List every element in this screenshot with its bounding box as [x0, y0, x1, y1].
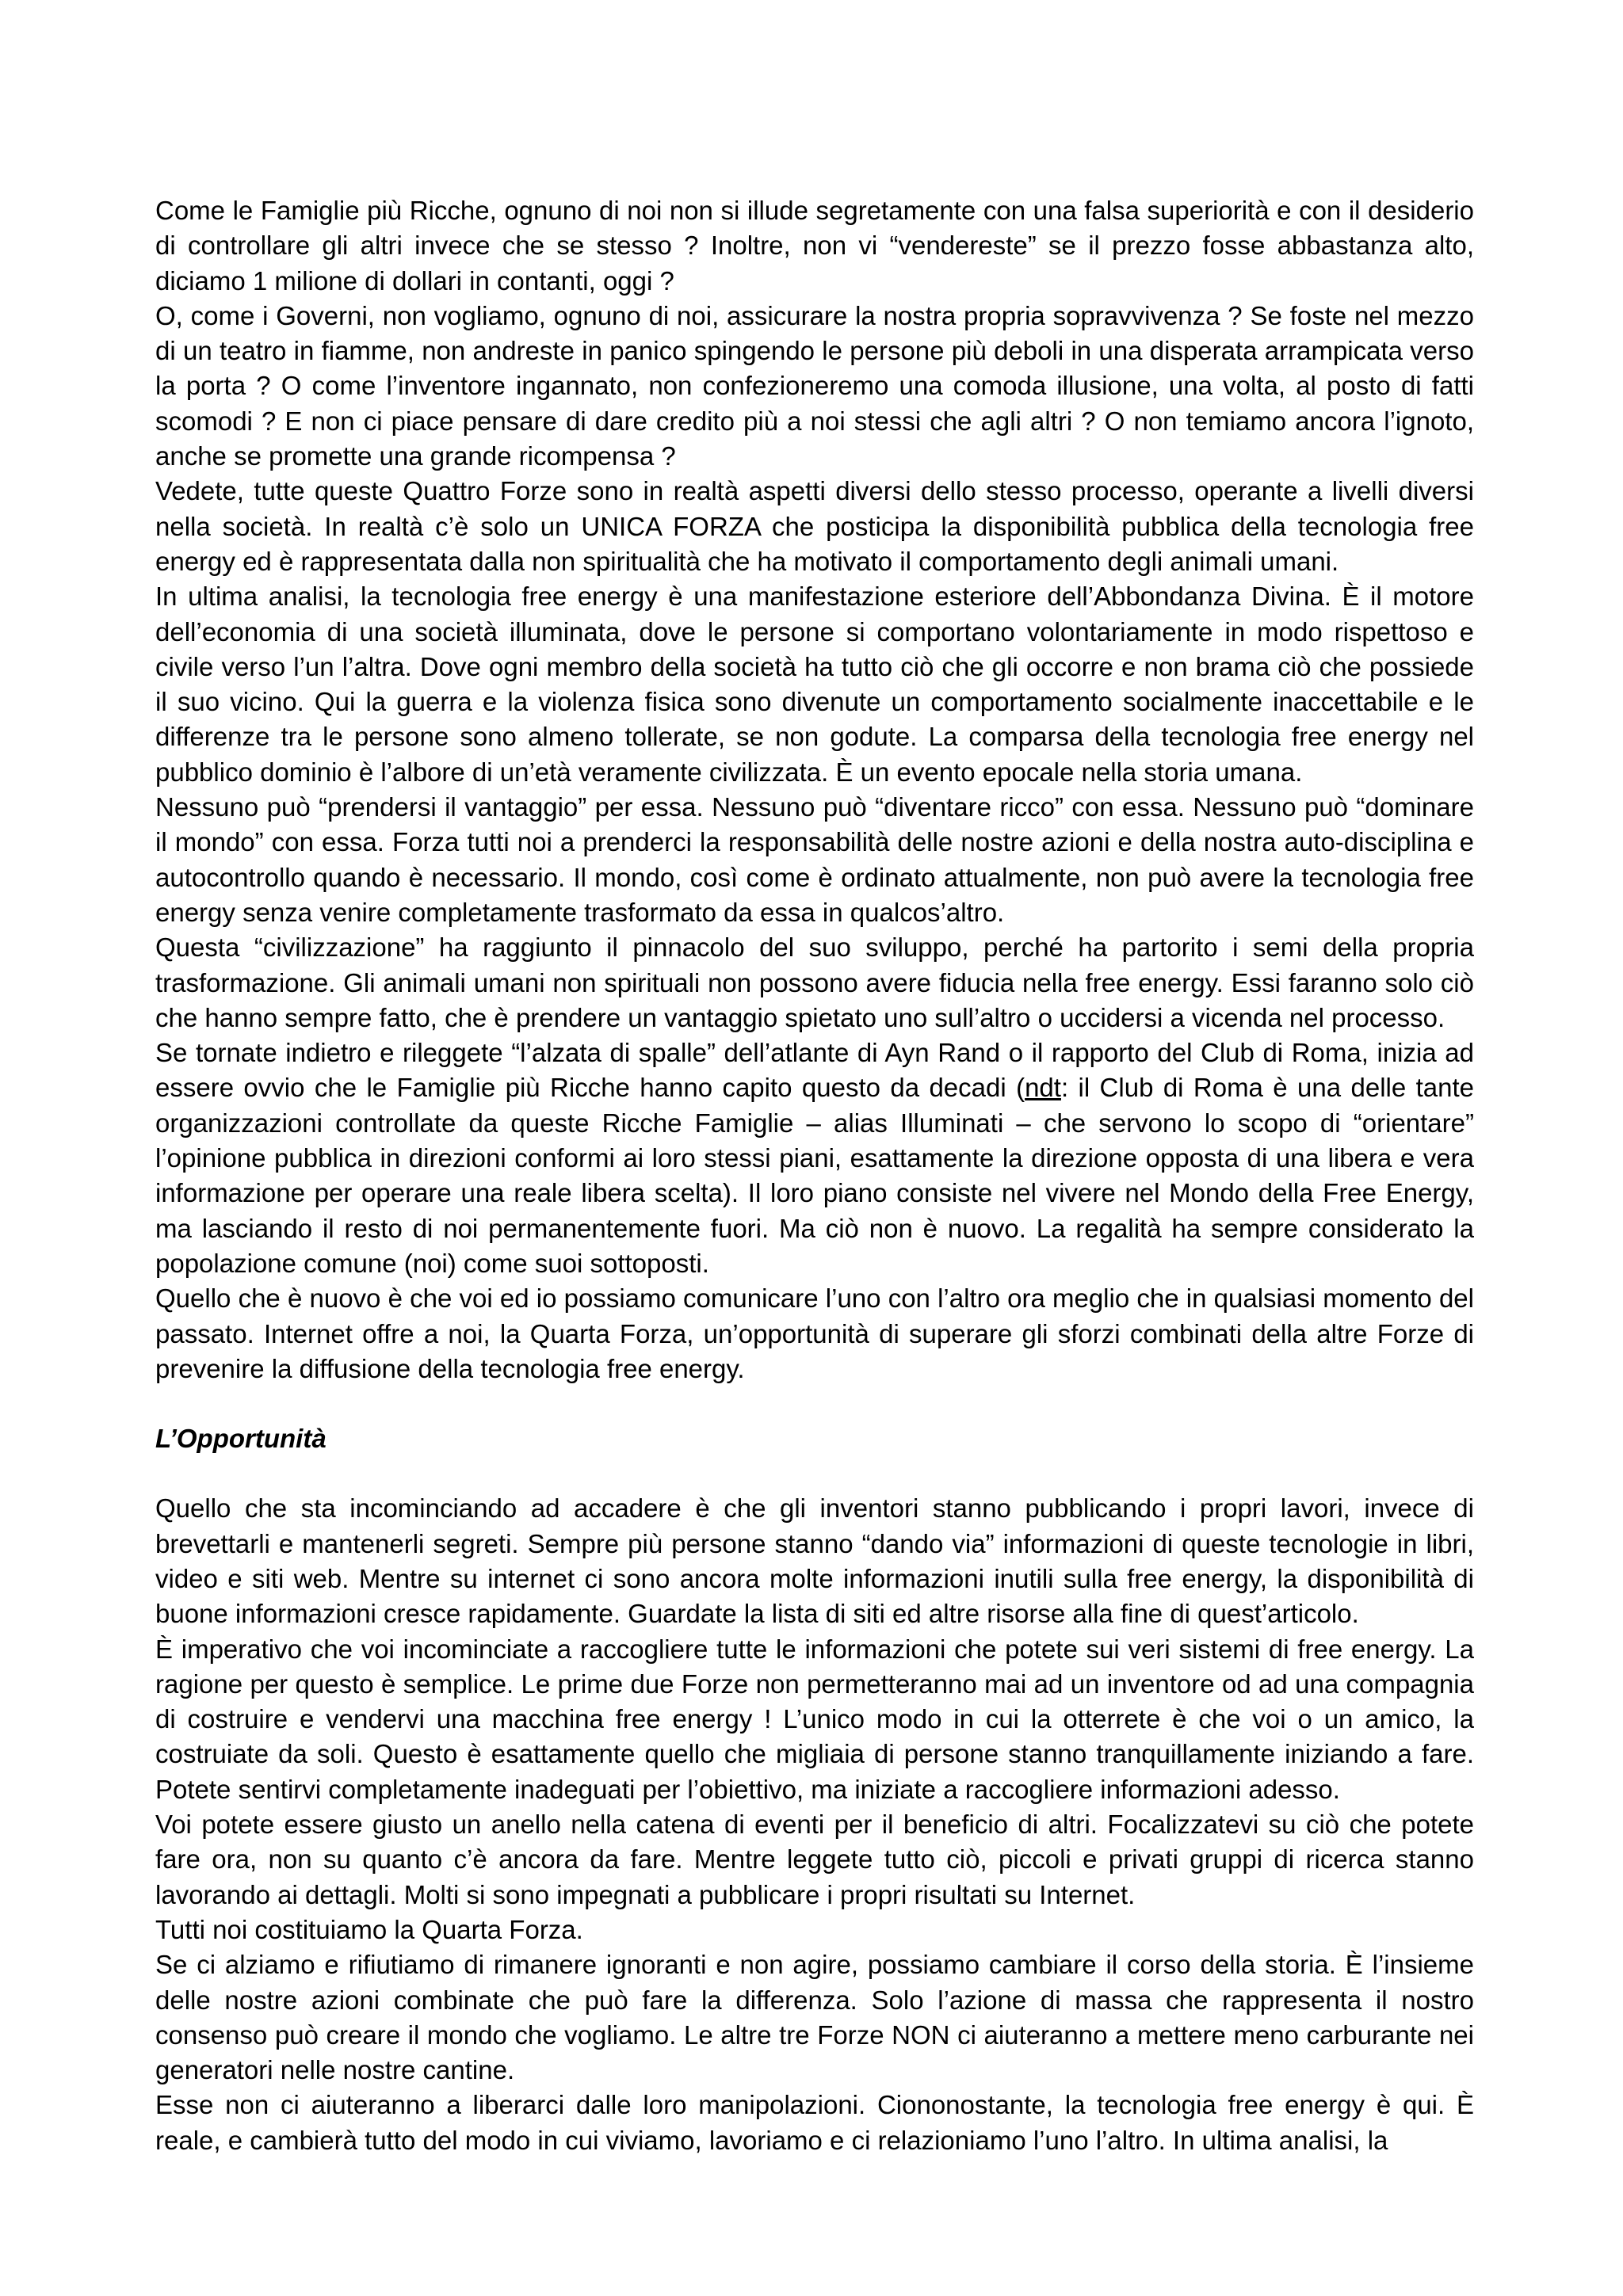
paragraph-anello: Voi potete essere giusto un anello nella catena di eventi per il beneficio di altri. Focalizzatevi su ciò che potete fare ora, non su quanto c’è ancora da fare. Mentre leggete tutto ciò, piccoli e privati gruppi di ricerca stanno lavorando ai dettagli. Molti si sono impegnati a pubblicare i propri risultati su Internet.	[155, 1810, 1474, 1909]
document-page	[155, 193, 1474, 2158]
spacer	[155, 1386, 1474, 1421]
spacer	[155, 1456, 1474, 1491]
paragraph-quattro-forze: Vedete, tutte queste Quattro Forze sono in realtà aspetti diversi dello stesso processo, operante a livelli diversi nella società. In realtà c’è solo un UNICA FORZA che posticipa la disponibilità pubblica della tecnologia free energy ed è rappresentata dalla non spiritualità che ha motivato il comportamento degli animali umani.	[155, 476, 1474, 576]
paragraph-club-di-roma	[155, 1035, 1474, 1281]
paragraph-internet: Quello che è nuovo è che voi ed io possiamo comunicare l’uno con l’altro ora meglio che in qualsiasi momento del passato. Internet offre a noi, la Quarta Forza, un’opportunità di superare gli sforzi combinati della altre Forze di prevenire la diffusione della tecnologia free energy.	[155, 1283, 1474, 1383]
section-heading: L’Opportunità	[155, 1424, 327, 1454]
ndt-note-marker: ndt	[1025, 1073, 1061, 1103]
paragraph-abbondanza: In ultima analisi, la tecnologia free energy è una manifestazione esteriore dell’Abbondanza Divina. È il motore dell’economia di una società illuminata, dove le persone si comportano volontariamente in modo rispettoso e civile verso l’un l’altra. Dove ogni membro della società ha tutto ciò che gli occorre e non brama ciò che possiede il suo vicino. Qui la guerra e la violenza fisica sono divenute un comportamento socialmente inaccettabile e le differenze tra le persone sono almeno tollerate, se non godute. La comparsa della tecnologia free energy nel pubblico dominio è l’albore di un’età veramente civilizzata. È un evento epocale nella storia umana.	[155, 582, 1474, 787]
paragraph-governi: O, come i Governi, non vogliamo, ognuno di noi, assicurare la nostra propria sopravvivenza ? Se foste nel mezzo di un teatro in fiamme, non andreste in panico spingendo le persone più deboli in una disperata arrampicata verso la porta ? O come l’inventore ingannato, non confezioneremo una comoda illusione, una volta, al posto di fatti scomodi ? E non ci piace pensare di dare credito più a noi stessi che agli altri ? O non temiamo ancora l’ignoto, anche se promette una grande ricompensa ?	[155, 300, 1474, 471]
paragraph-inventori: Quello che sta incominciando ad accadere è che gli inventori stanno pubblicando i propri lavori, invece di brevettarli e mantenerli segreti. Sempre più persone stanno “dando via” informazioni di queste tecnologie in libri, video e siti web. Mentre su internet ci sono ancora molte informazioni inutili sulla free energy, la disponibilità di buone informazioni cresce rapidamente. Guardate la lista di siti ed altre risorse alla fine di quest’articolo.	[155, 1493, 1474, 1629]
paragraph-manipolazioni: Esse non ci aiuteranno a liberarci dalle loro manipolazioni. Ciononostante, la tecnologia free energy è qui. È reale, e cambierà tutto del modo in cui viviamo, lavoriamo e ci relazioniamo l’uno l’altro. In ultima analisi, la	[155, 2090, 1474, 2155]
paragraph-nessuno: Nessuno può “prendersi il vantaggio” per essa. Nessuno può “diventare ricco” con essa. Nessuno può “dominare il mondo” con essa. Forza tutti noi a prenderci la responsabilità delle nostre azioni e della nostra auto-disciplina e autocontrollo quando è necessario. Il mondo, così come è ordinato attualmente, non può avere la tecnologia free energy senza venire completamente trasformato da essa in qualcos’altro.	[155, 792, 1474, 927]
paragraph-famiglie: Come le Famiglie più Ricche, ognuno di noi non si illude segretamente con una falsa superiorità e con il desiderio di controllare gli altri invece che se stesso ? Inoltre, non vi “vendereste” se il prezzo fosse abbastanza alto, diciamo 1 milione di dollari in contanti, oggi ?	[155, 196, 1474, 296]
paragraph-imperativo: È imperativo che voi incominciate a raccogliere tutte le informazioni che potete sui veri sistemi di free energy. La ragione per questo è semplice. Le prime due Forze non permetteranno mai ad un inventore od ad una compagnia di costruire e vendervi una macchina free energy ! L’unico modo in cui la otterrete è che voi o un amico, la costruiate da soli. Questo è esattamente quello che migliaia di persone stanno tranquillamente iniziando a fare. Potete sentirvi completamente inadeguati per l’obiettivo, ma iniziate a raccogliere informazioni adesso.	[155, 1634, 1474, 1804]
club-text-after: : il Club di Roma è una delle tante organizzazioni controllate da queste Ricche Famiglie – alias Illuminati – che servono lo scopo di “orientare” l’opinione pubblica in direzioni conformi ai loro stessi piani, esattamente la direzione opposta di una libera e vera informazione per operare una reale libera scelta). Il loro piano consiste nel vivere nel Mondo della Free Energy, ma lasciando il resto di noi permanentemente fuori. Ma ciò non è nuovo. La regalità ha sempre considerato la popolazione comune (noi) come suoi sottoposti.	[155, 1073, 1474, 1278]
club-text-before: Se tornate indietro e rileggete “l’alzata di spalle” dell’atlante di Ayn Rand o il rapporto del Club di Roma, inizia ad essere ovvio che le Famiglie più Ricche hanno capito questo da decadi (	[155, 1038, 1474, 1103]
paragraph-storia: Se ci alziamo e rifiutiamo di rimanere ignoranti e non agire, possiamo cambiare il corso della storia. È l’insieme delle nostre azioni combinate che può fare la differenza. Solo l’azione di massa che rappresenta il nostro consenso può creare il mondo che vogliamo. Le altre tre Forze NON ci aiuteranno a mettere meno carburante nei generatori nelle nostre cantine.	[155, 1950, 1474, 2085]
paragraph-civilizzazione: Questa “civilizzazione” ha raggiunto il pinnacolo del suo sviluppo, perché ha partorito i semi della propria trasformazione. Gli animali umani non spirituali non possono avere fiducia nella free energy. Essi faranno solo ciò che hanno sempre fatto, che è prendere un vantaggio spietato uno sull’altro o uccidersi a vicenda nel processo.	[155, 933, 1474, 1032]
paragraph-quarta-forza: Tutti noi costituiamo la Quarta Forza.	[155, 1914, 583, 1944]
